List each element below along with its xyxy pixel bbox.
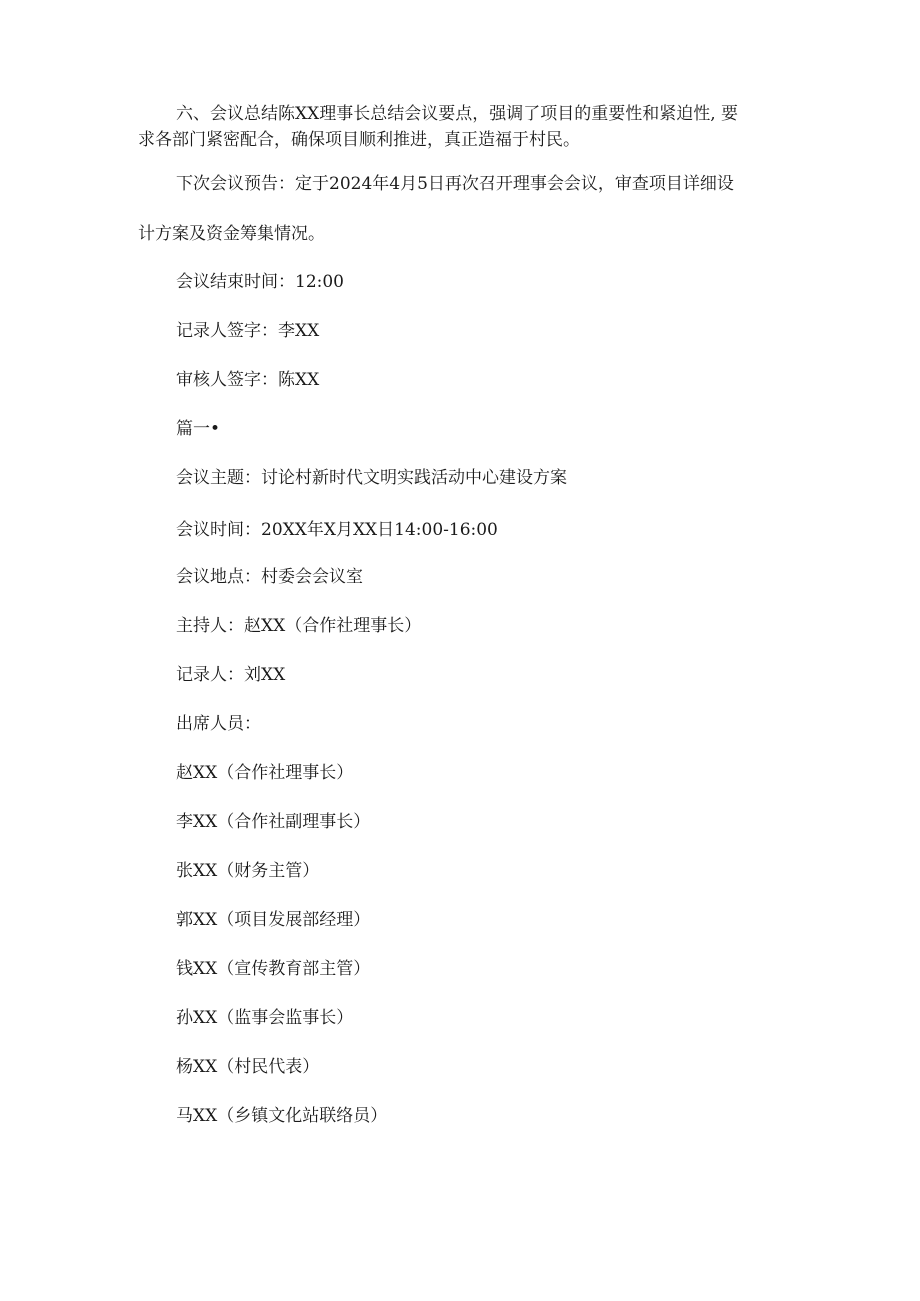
attendees-label: 出席人员： xyxy=(176,714,261,734)
meeting-recorder: 记录人：刘XX xyxy=(176,665,286,685)
attendee-item: 孙XX（监事会监事长） xyxy=(176,1008,354,1028)
recorder-signature: 记录人签字：李XX xyxy=(176,321,320,341)
section-heading: 篇一• xyxy=(176,419,221,439)
reviewer-signature: 审核人签字：陈XX xyxy=(176,370,320,390)
attendee-item: 杨XX（村民代表） xyxy=(176,1057,320,1077)
summary-paragraph-line-2: 求各部门紧密配合，确保项目顺利推进，真正造福于村民。 xyxy=(138,130,580,150)
summary-paragraph-line-1: 六、会议总结陈XX理事长总结会议要点，强调了项目的重要性和紧迫性, 要 xyxy=(176,104,739,124)
next-meeting-line-2: 计方案及资金筹集情况。 xyxy=(138,224,325,244)
attendee-item: 郭XX（项目发展部经理） xyxy=(176,910,371,930)
meeting-end-time: 会议结束时间：12:00 xyxy=(176,272,344,292)
meeting-host: 主持人：赵XX（合作社理事长） xyxy=(176,616,422,636)
attendee-item: 赵XX（合作社理事长） xyxy=(176,763,354,783)
meeting-time: 会议时间：20XX年X月XX日14:00-16:00 xyxy=(176,520,498,540)
attendee-item: 马XX（乡镇文化站联络员） xyxy=(176,1106,388,1126)
attendee-item: 钱XX（宣传教育部主管） xyxy=(176,959,371,979)
meeting-topic: 会议主题：讨论村新时代文明实践活动中心建设方案 xyxy=(176,468,567,488)
attendee-item: 李XX（合作社副理事长） xyxy=(176,812,371,832)
next-meeting-line-1: 下次会议预告：定于2024年4月5日再次召开理事会会议，审查项目详细设 xyxy=(176,174,734,194)
attendee-item: 张XX（财务主管） xyxy=(176,861,320,881)
meeting-location: 会议地点：村委会会议室 xyxy=(176,567,363,587)
